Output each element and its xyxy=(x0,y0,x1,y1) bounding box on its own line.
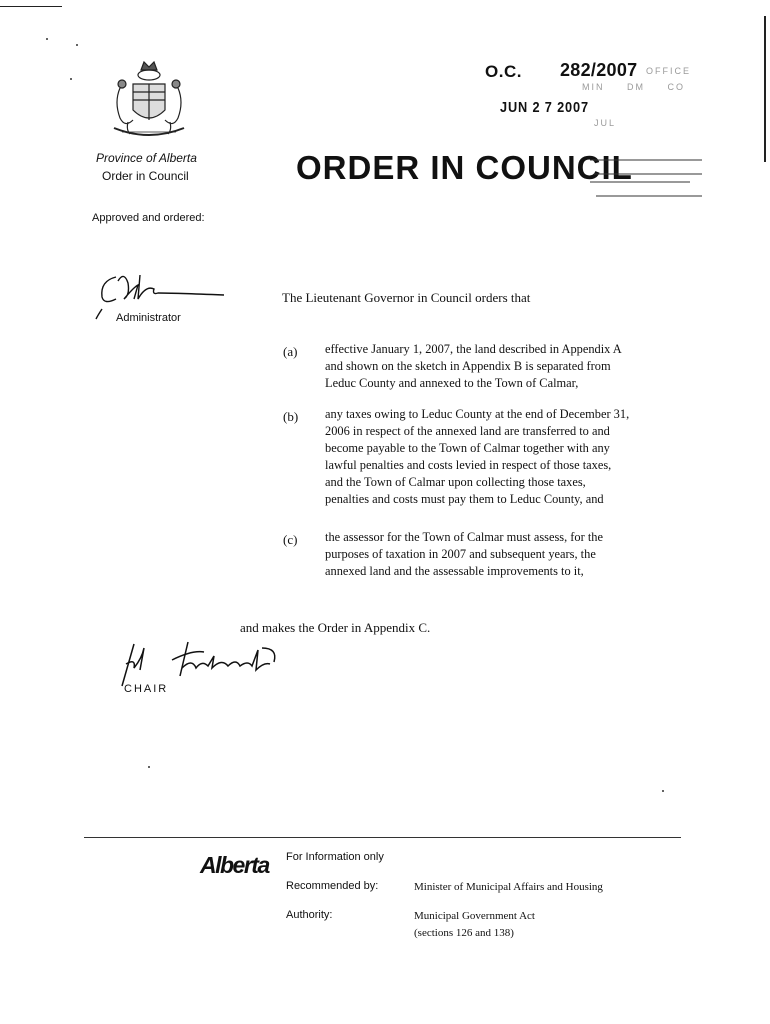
clause-label: (b) xyxy=(283,409,299,424)
clause-line: effective January 1, 2007, the land described in Appendix A xyxy=(325,342,622,356)
scan-edge-line xyxy=(764,16,766,162)
authority-value: Municipal Government Act xyxy=(414,910,535,922)
clause-line: any taxes owing to Leduc County at the end of December 31, xyxy=(325,407,630,421)
scan-speck xyxy=(662,790,664,792)
footer-divider xyxy=(84,837,681,838)
stamp-artifact: OFFICE xyxy=(646,66,691,76)
scan-edge-line xyxy=(0,6,62,7)
oc-label: O.C. xyxy=(485,62,522,81)
closing-statement: and makes the Order in Appendix C. xyxy=(240,620,431,635)
clause-line: 2006 in respect of the annexed land are transferred to and xyxy=(325,424,610,438)
scan-speck xyxy=(76,44,78,46)
alberta-coat-of-arms-icon xyxy=(108,58,190,146)
clause-text xyxy=(325,529,675,580)
stamp-artifact: JUL xyxy=(594,118,617,128)
clause-line: lawful penalties and costs levied in respect of those taxes, xyxy=(325,458,612,472)
clause-line: penalties and costs must pay them to Leduc County, and xyxy=(325,492,604,506)
authority-sections: (sections 126 and 138) xyxy=(414,927,514,939)
alberta-logo: Alberta xyxy=(200,852,269,878)
document-type: Order in Council xyxy=(102,169,189,183)
clause-line: purposes of taxation in 2007 and subsequent years, the xyxy=(325,547,596,561)
clause-label: (c) xyxy=(283,532,298,547)
clause-line: and the Town of Calmar upon collecting those taxes, xyxy=(325,475,586,489)
clause-line: and shown on the sketch in Appendix B is separated from xyxy=(325,359,611,373)
stamp-lines xyxy=(590,152,702,202)
clause-line: annexed land and the assessable improvements to it, xyxy=(325,564,584,578)
approved-and-ordered: Approved and ordered: xyxy=(92,212,205,224)
clause-text xyxy=(325,406,675,508)
clause-line: the assessor for the Town of Calmar must assess, for the xyxy=(325,530,603,544)
info-only-label: For Information only xyxy=(286,851,384,863)
clause-line: become payable to the Town of Calmar together with any xyxy=(325,441,610,455)
scan-speck xyxy=(148,766,150,768)
date-stamp: JUN 2 7 2007 xyxy=(500,99,589,116)
page-title: ORDER IN COUNCIL xyxy=(296,149,633,186)
administrator-caption: Administrator xyxy=(116,312,181,324)
clause-label: (a) xyxy=(283,344,298,359)
stamp-artifact: MIN DM CO xyxy=(582,82,685,92)
order-intro: The Lieutenant Governor in Council orders that xyxy=(282,290,531,305)
province-name: Province of Alberta xyxy=(96,151,197,165)
recommended-label: Recommended by: xyxy=(286,880,379,892)
chair-caption: CHAIR xyxy=(124,683,169,695)
recommended-value: Minister of Municipal Affairs and Housing xyxy=(414,881,603,893)
authority-label: Authority: xyxy=(286,909,333,921)
scan-speck xyxy=(46,38,48,40)
oc-number: 282/2007 xyxy=(560,60,638,80)
scan-speck xyxy=(70,78,72,80)
clause-line: Leduc County and annexed to the Town of Calmar, xyxy=(325,376,579,390)
clause-text xyxy=(325,341,675,392)
